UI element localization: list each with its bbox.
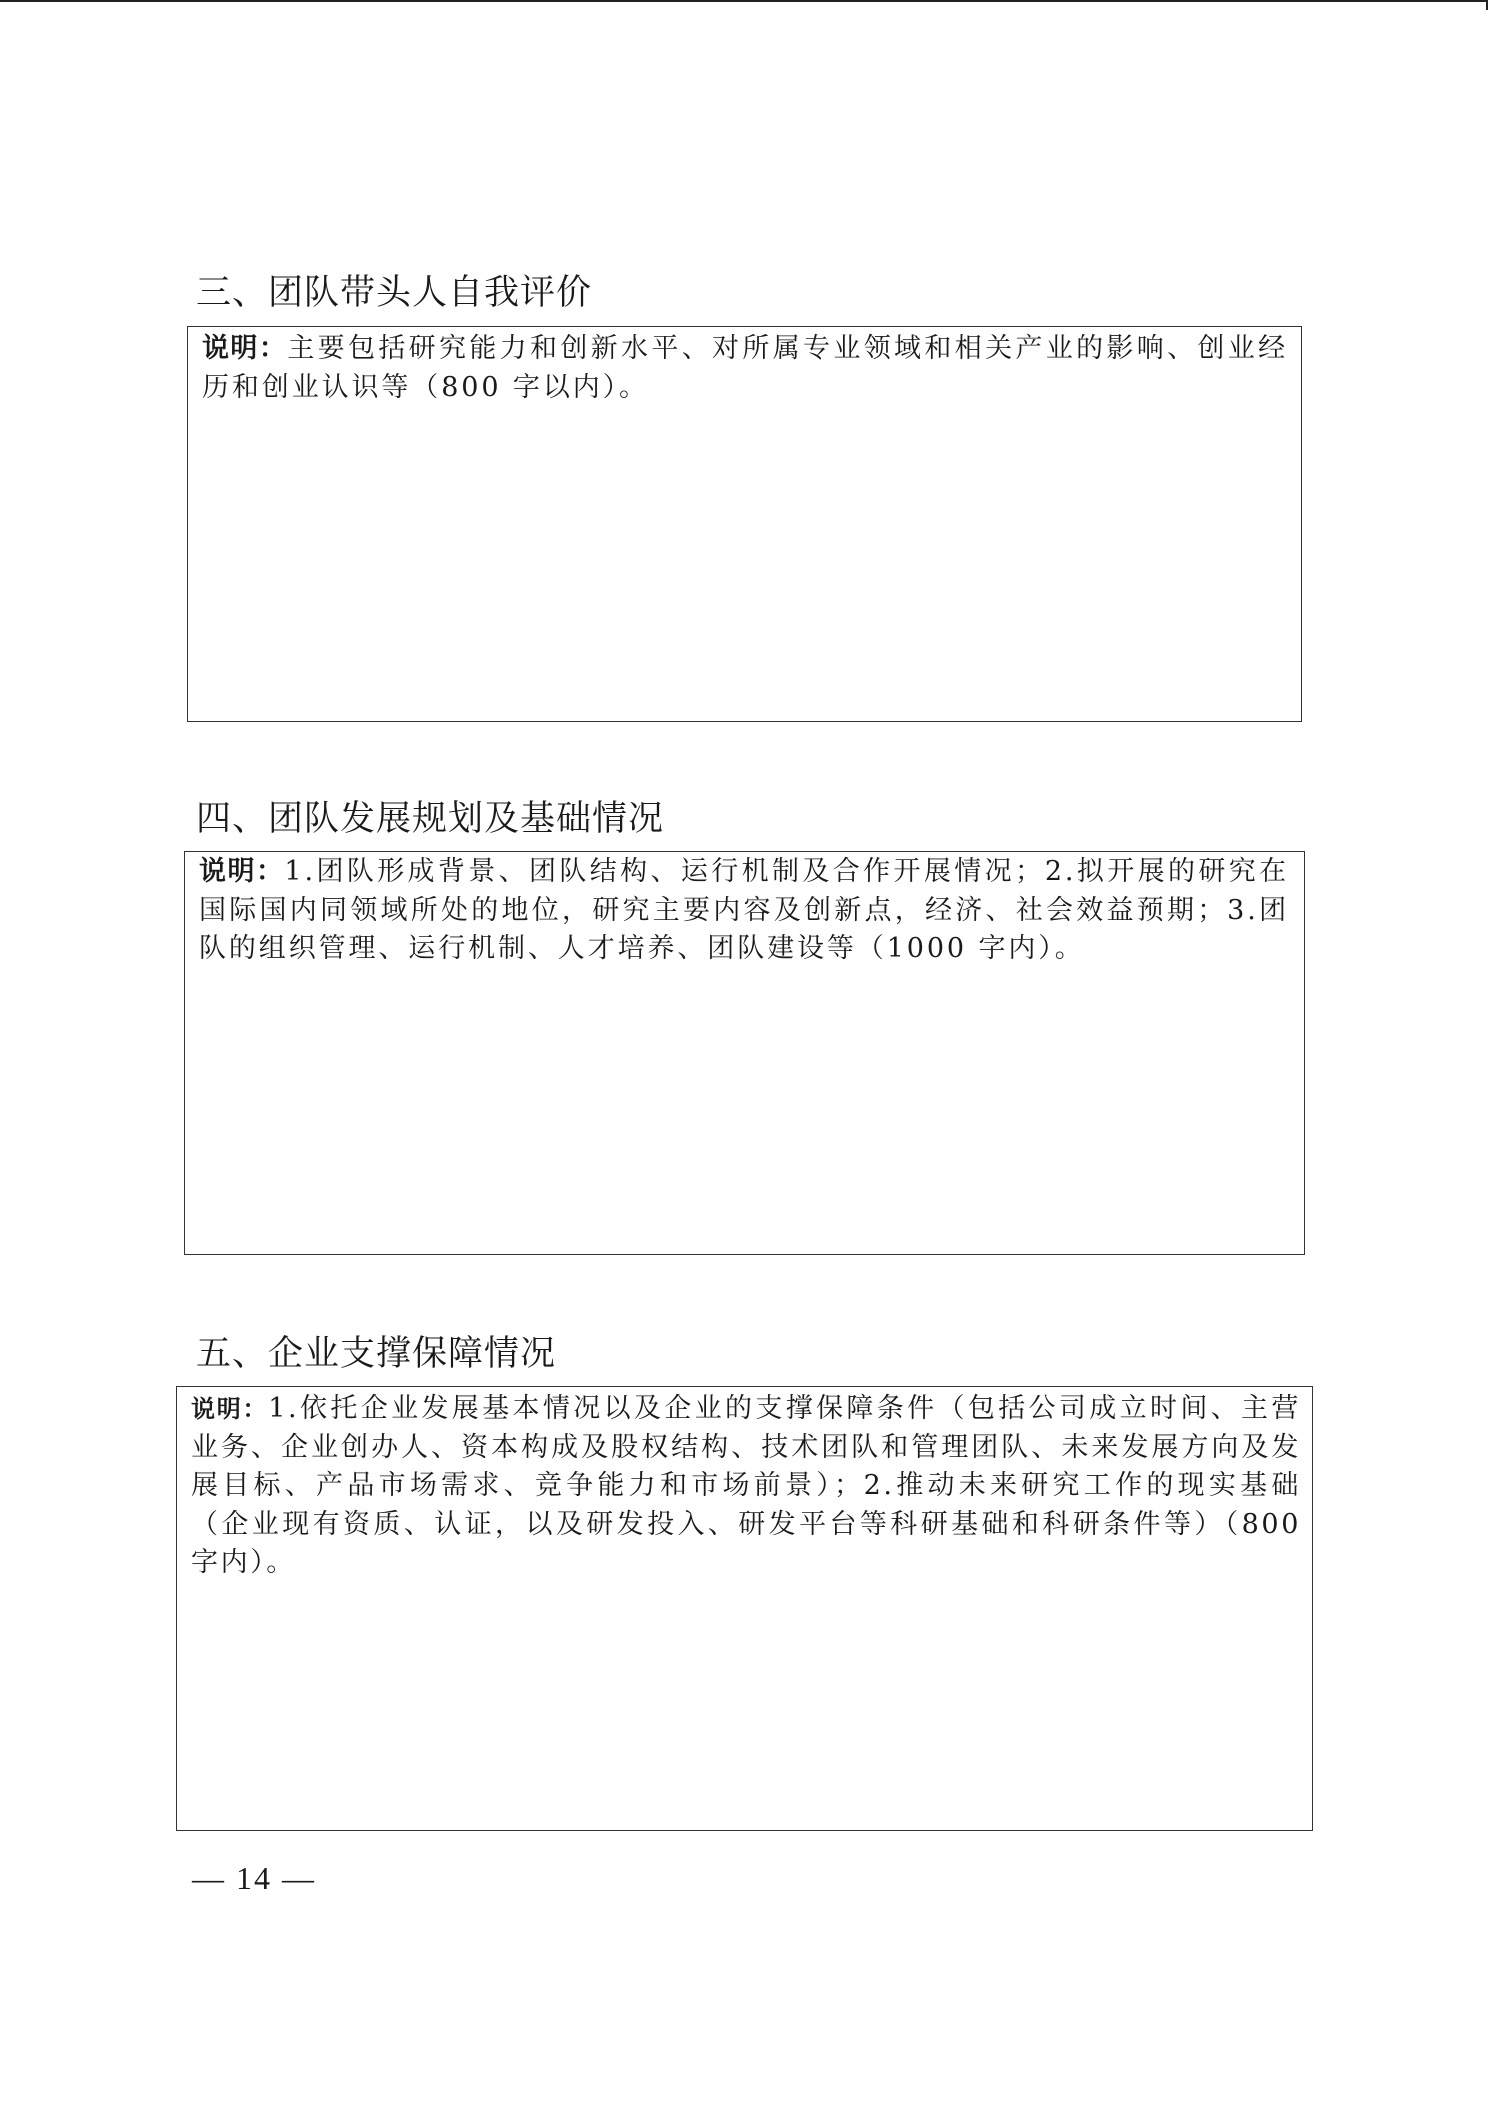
section-3-label: 说明： xyxy=(202,333,288,364)
section-5-text: 1.依托企业发展基本情况以及企业的支撑保障条件（包括公司成立时间、主营业务、企业创办人、资本构成及股权结构、技术团队和管理团队、未来发展方向及发展目标、产品市场需求、竞争能力和市场前景）；2.推动未来研究工作的现实基础（企业现有资质、认证，以及研发投入、研发平台等科研基础和科研条件等）（800 字内）。 xyxy=(191,1393,1302,1578)
section-4-text: 1.团队形成背景、团队结构、运行机制及合作开展情况；2.拟开展的研究在国际国内同领域所处的地位，研究主要内容及创新点，经济、社会效益预期；3.团队的组织管理、运行机制、人才培养、团队建设等（1000 字内）。 xyxy=(199,856,1290,964)
top-border-line xyxy=(0,0,1488,2)
section-3-text: 主要包括研究能力和创新水平、对所属专业领域和相关产业的影响、创业经历和创业认识等（800 字以内）。 xyxy=(202,333,1288,403)
section-3-description xyxy=(202,330,1288,407)
section-5-label: 说明： xyxy=(191,1395,269,1423)
page-number: — 14 — xyxy=(192,1860,316,1896)
section-5-description xyxy=(191,1390,1301,1583)
section-4-label: 说明： xyxy=(199,856,285,887)
section-4-heading: 四、团队发展规划及基础情况 xyxy=(196,799,665,839)
section-3-heading: 三、团队带头人自我评价 xyxy=(196,273,593,313)
section-4-description xyxy=(199,853,1289,969)
section-5-heading: 五、企业支撑保障情况 xyxy=(196,1334,557,1374)
